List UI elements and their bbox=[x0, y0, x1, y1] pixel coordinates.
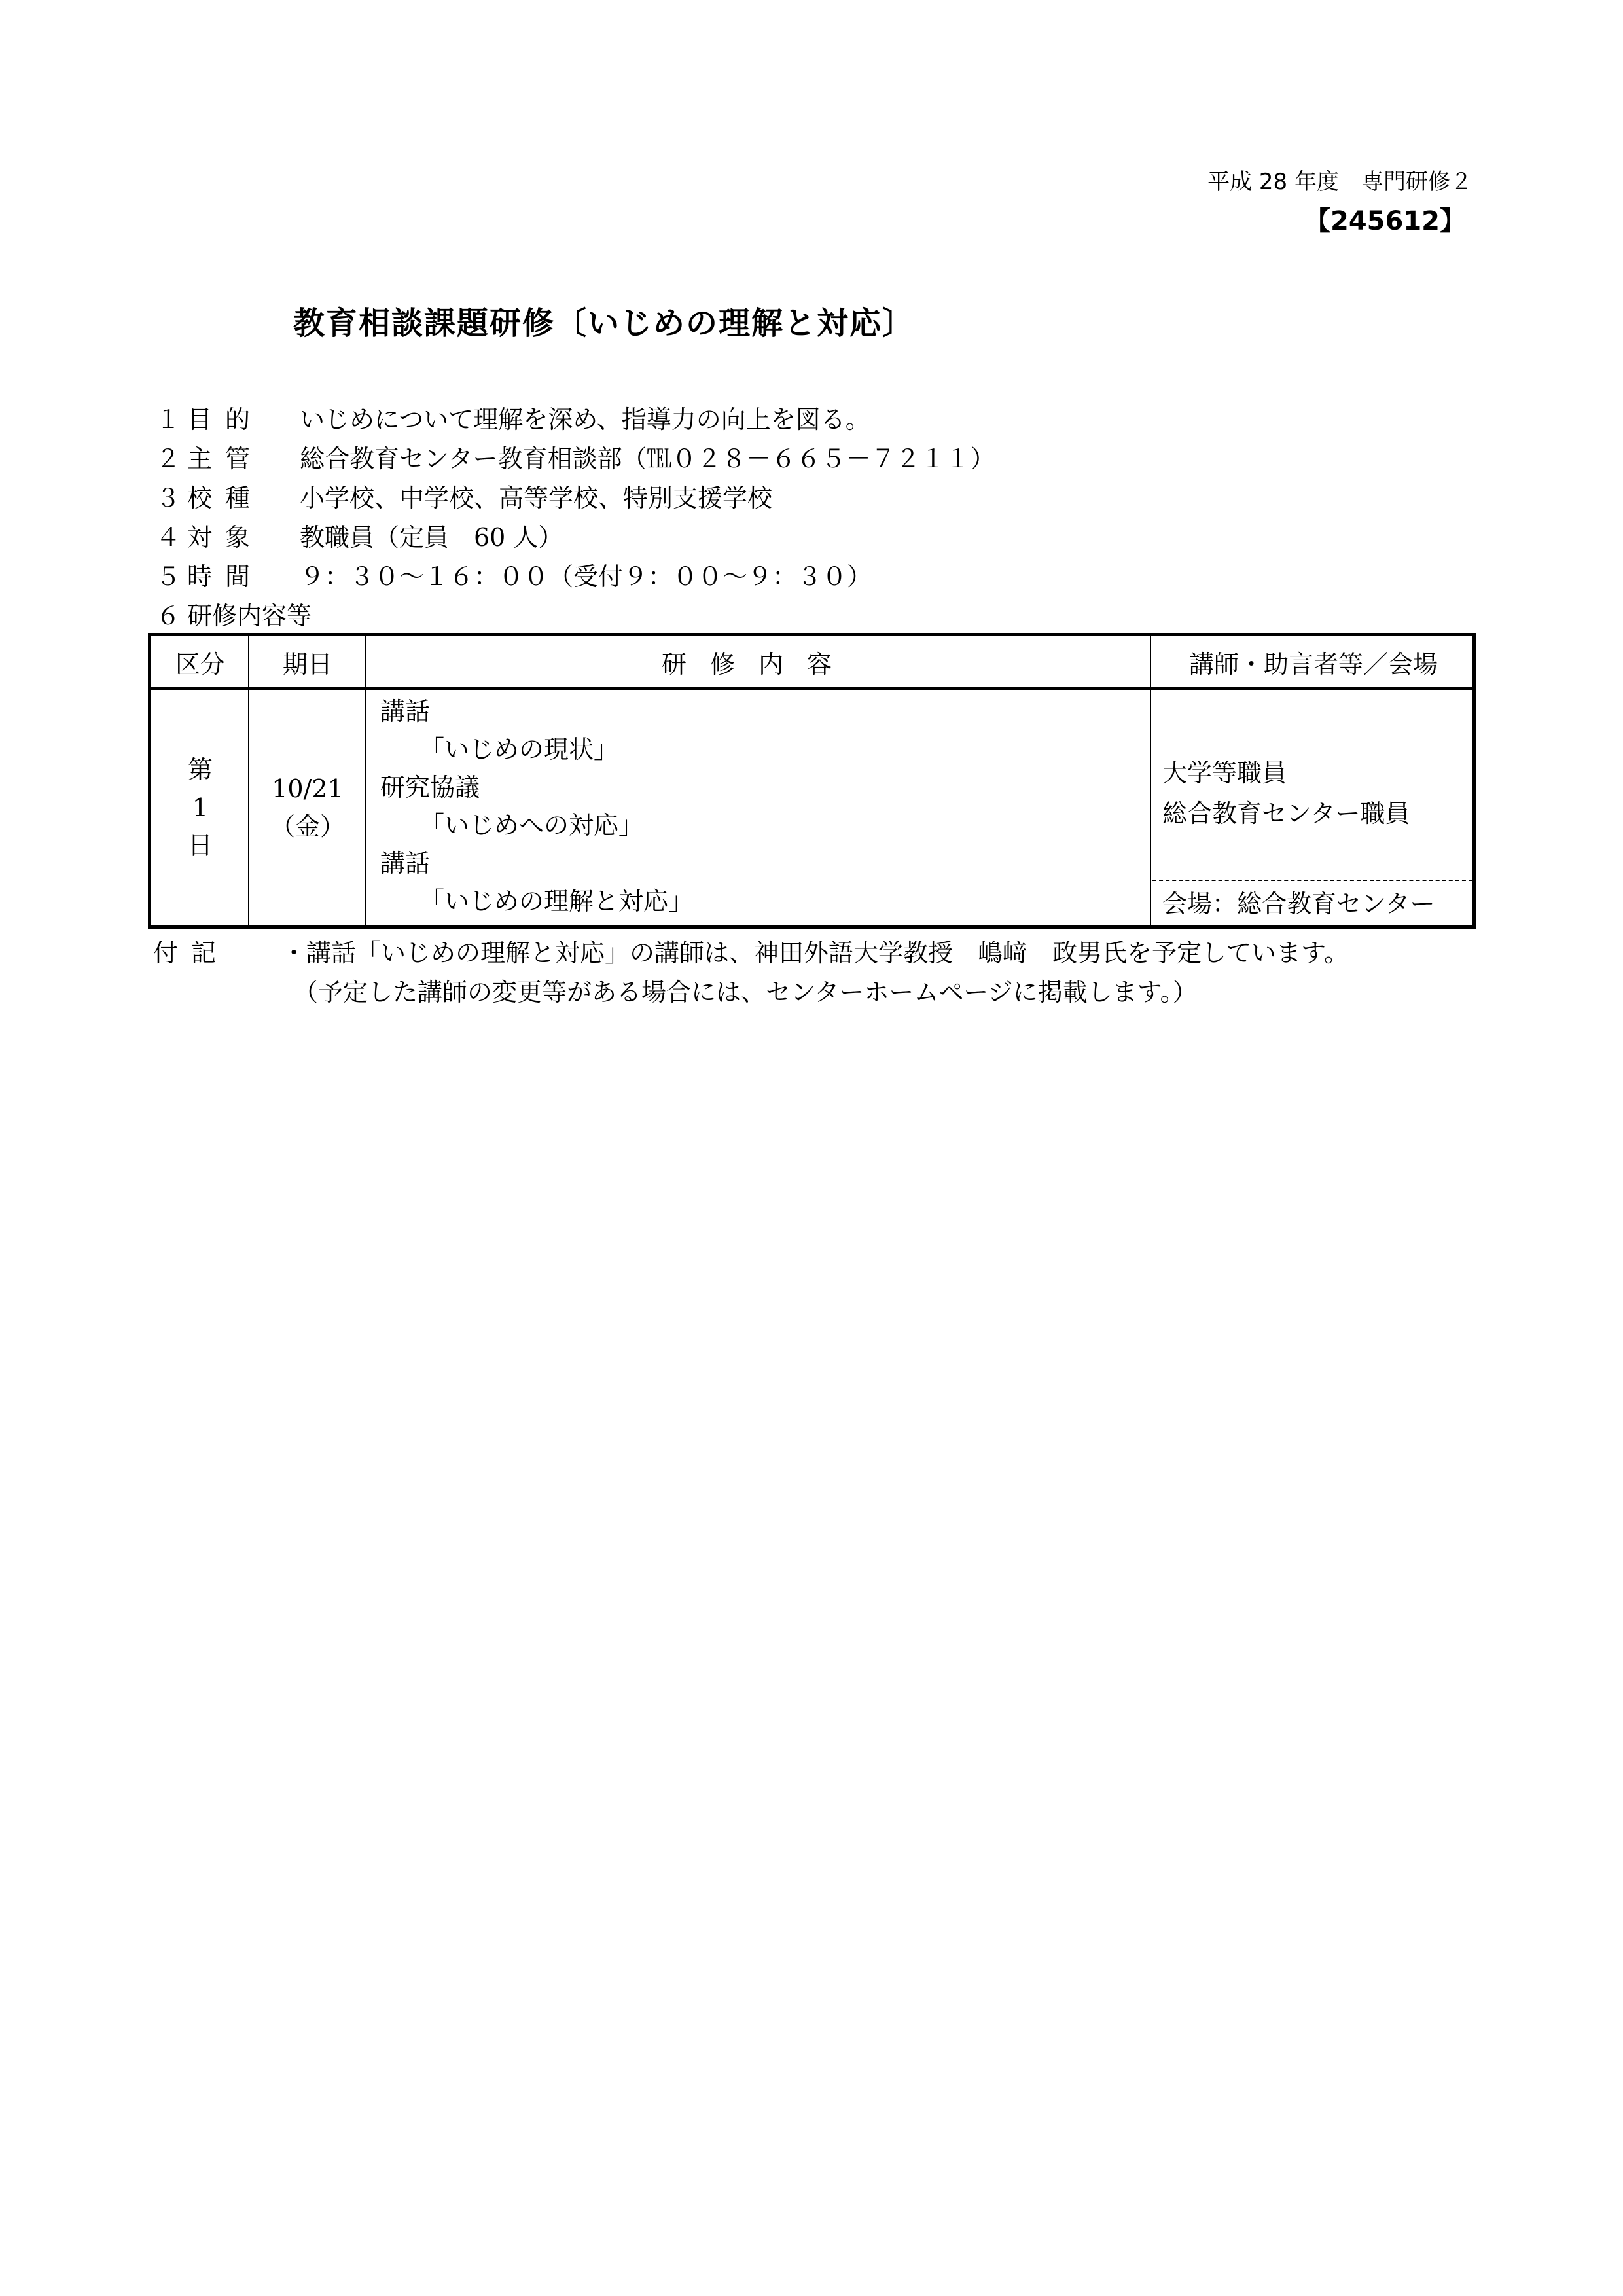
item-label: 主 管 bbox=[187, 444, 251, 473]
lecturer-line: 大学等職員 bbox=[1162, 759, 1287, 787]
content-line: 「いじめの理解と対応」 bbox=[419, 887, 694, 916]
item-number: １ bbox=[156, 405, 181, 434]
cell-contents bbox=[380, 692, 1146, 920]
item-value: 研修内容等 bbox=[187, 601, 312, 630]
item-label: 時 間 bbox=[187, 562, 251, 591]
item-purpose bbox=[156, 399, 870, 435]
item-label: 校 種 bbox=[187, 484, 251, 512]
item-value: ９：３０～１６：００（受付９：００～９：３０） bbox=[300, 562, 872, 591]
item-organizer bbox=[156, 439, 995, 475]
item-target bbox=[156, 517, 563, 553]
item-school-type bbox=[156, 478, 772, 514]
header-category: 区分 bbox=[175, 649, 225, 679]
cell-category: 第 1 日 bbox=[187, 755, 213, 860]
item-value: 小学校、中学校、高等学校、特別支援学校 bbox=[300, 484, 773, 512]
cell-venue: 会場：総合教育センター bbox=[1162, 889, 1435, 918]
venue-divider bbox=[1152, 880, 1472, 881]
date-value: 10/21 bbox=[272, 774, 344, 803]
item-number: ３ bbox=[156, 484, 181, 512]
note-line: （予定した講師の変更等がある場合には、センターホームページに掲載します。） bbox=[293, 978, 1198, 1007]
weekday-value: （金） bbox=[270, 812, 345, 841]
content-line: 講話 bbox=[380, 697, 431, 726]
item-label: 目 的 bbox=[187, 405, 251, 434]
header-lecturer: 講師・助言者等／会場 bbox=[1188, 649, 1438, 679]
item-number: ５ bbox=[156, 562, 181, 591]
content-line: 「いじめの現状」 bbox=[419, 735, 619, 764]
item-contents bbox=[156, 596, 312, 632]
note-label: 付 記 bbox=[153, 939, 217, 967]
lecturer-line: 総合教育センター職員 bbox=[1162, 799, 1410, 828]
schedule-table bbox=[148, 633, 1476, 929]
header-contents: 研修内容 bbox=[661, 649, 855, 679]
course-code: 【245612】 bbox=[1304, 206, 1466, 236]
item-number: ２ bbox=[156, 444, 181, 473]
item-label: 対 象 bbox=[187, 523, 251, 552]
header-date: 期日 bbox=[282, 649, 332, 679]
content-line: 研究協議 bbox=[380, 773, 480, 802]
note-line bbox=[153, 933, 1349, 969]
item-number: ４ bbox=[156, 523, 181, 552]
page-title: 教育相談課題研修〔いじめの理解と対応〕 bbox=[293, 305, 916, 342]
item-time bbox=[156, 556, 872, 592]
content-line: 講話 bbox=[380, 849, 431, 878]
content-line: 「いじめへの対応」 bbox=[419, 811, 644, 840]
item-value: 教職員（定員 60 人） bbox=[300, 523, 563, 552]
item-value: 総合教育センター教育相談部（℡０２８－６６５－７２１１） bbox=[300, 444, 995, 473]
cell-date bbox=[249, 690, 366, 925]
note-text: ・講話「いじめの理解と対応」の講師は、神田外語大学教授 嶋﨑 政男氏を予定しています。 bbox=[281, 939, 1349, 967]
cell-lecturers bbox=[1162, 753, 1470, 834]
item-number: ６ bbox=[156, 601, 181, 630]
item-value: いじめについて理解を深め、指導力の向上を図る。 bbox=[300, 405, 870, 434]
fiscal-year-label: 平成 28 年度 専門研修２ bbox=[1207, 169, 1472, 195]
